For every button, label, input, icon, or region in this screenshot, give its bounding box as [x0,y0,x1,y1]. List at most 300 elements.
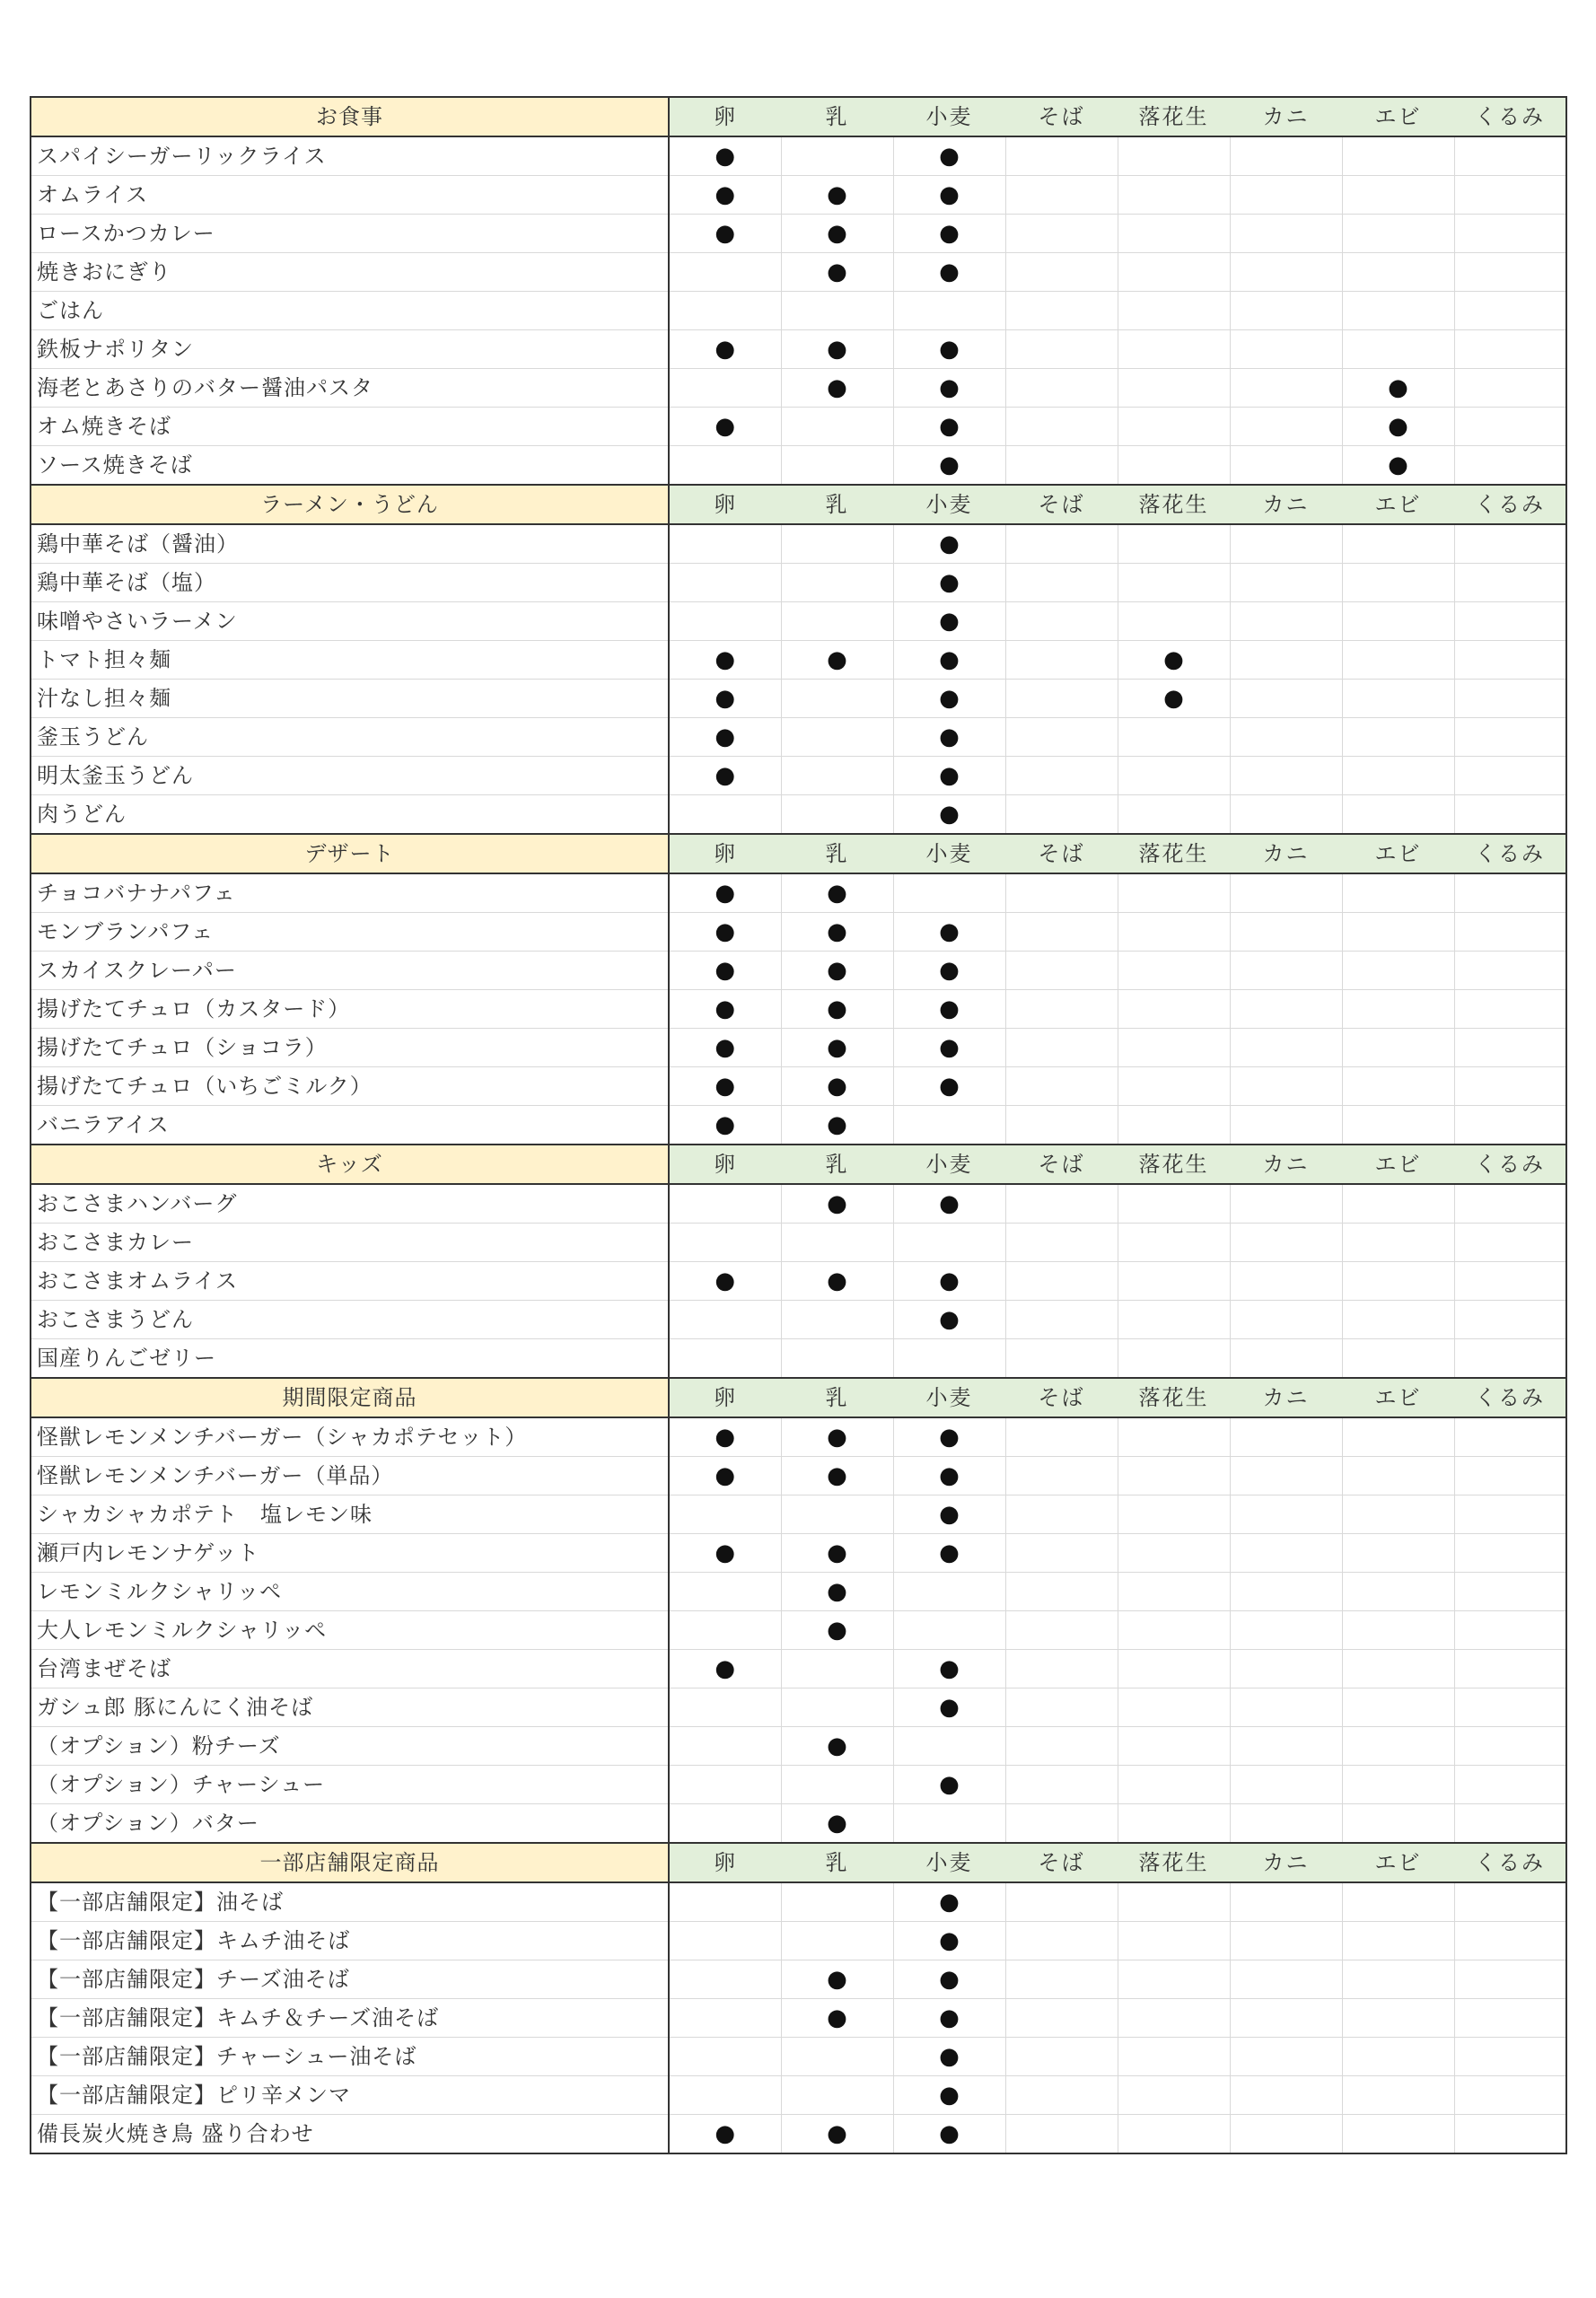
allergen-column-header: くるみ [1454,1145,1566,1184]
allergen-cell [893,1339,1005,1379]
menu-item-name: 【一部店舗限定】チーズ油そば [31,1960,669,1999]
allergen-column-header: そば [1005,97,1118,136]
allergen-cell [781,873,893,913]
allergen-cell [1342,1224,1454,1262]
allergen-cell [1118,1029,1230,1067]
allergen-cell [669,215,781,253]
table-row [31,564,1566,602]
allergen-cell [1454,680,1566,718]
allergen-cell [781,1067,893,1106]
allergen-cell [669,2038,781,2076]
allergen-cell [1118,1301,1230,1339]
allergen-column-header: 落花生 [1118,1145,1230,1184]
menu-item-name: ソース焼きそば [31,446,669,486]
allergen-column-header: くるみ [1454,485,1566,524]
allergen-cell [1005,1067,1118,1106]
section-title: ラーメン・うどん [31,485,669,524]
table-row [31,446,1566,486]
menu-item-name: ごはん [31,292,669,330]
allergen-cell [1005,641,1118,680]
allergen-cell [781,253,893,292]
table-row [31,1999,1566,2038]
allergen-cell [669,1417,781,1457]
allergen-cell [893,1224,1005,1262]
allergen-cell [781,1029,893,1067]
allergen-cell [1230,1922,1342,1960]
allergen-cell [1230,1262,1342,1301]
allergen-mark: ● [827,918,847,945]
allergen-cell [1454,990,1566,1029]
menu-item-name: 揚げたてチュロ（いちごミルク） [31,1067,669,1106]
section-title: 期間限定商品 [31,1378,669,1417]
allergen-cell [1230,1534,1342,1573]
allergen-mark: ● [715,1034,736,1061]
allergen-cell [669,1611,781,1650]
allergen-cell [1230,641,1342,680]
allergen-cell [1342,757,1454,795]
allergen-cell [1230,1224,1342,1262]
table-row [31,292,1566,330]
allergen-cell [893,524,1005,564]
table-row [31,873,1566,913]
table-row [31,1067,1566,1106]
allergen-cell [1342,1573,1454,1611]
allergen-cell [1454,1960,1566,1999]
allergen-cell [1118,1573,1230,1611]
allergen-cell [1118,1339,1230,1379]
allergen-mark: ● [939,1501,960,1528]
allergen-cell [1342,1339,1454,1379]
allergen-column-header: 卵 [669,834,781,873]
allergen-cell [781,680,893,718]
allergen-cell [1230,757,1342,795]
allergen-cell [1005,1960,1118,1999]
allergen-cell [781,1766,893,1804]
allergen-cell [669,680,781,718]
menu-item-name: （オプション）粉チーズ [31,1727,669,1766]
table-row [31,253,1566,292]
allergen-cell [1005,2038,1118,2076]
menu-item-name: 明太釜玉うどん [31,757,669,795]
allergen-cell [781,1727,893,1766]
allergen-cell [781,990,893,1029]
allergen-cell [1230,1417,1342,1457]
allergen-cell [893,2038,1005,2076]
allergen-cell [1118,2115,1230,2154]
allergen-mark: ● [715,336,736,363]
allergen-cell [1454,1495,1566,1534]
allergen-cell [893,641,1005,680]
menu-item-name: 備長炭火焼き鳥 盛り合わせ [31,2115,669,2154]
allergen-cell [1342,990,1454,1029]
allergen-cell [1342,1106,1454,1145]
allergen-cell [669,1224,781,1262]
allergen-cell [1454,1224,1566,1262]
allergen-cell [1454,136,1566,176]
allergen-cell [1342,1804,1454,1844]
allergen-column-header: エビ [1342,485,1454,524]
allergen-cell [781,602,893,641]
allergen-cell [1342,2076,1454,2115]
menu-item-name: 怪獣レモンメンチバーガー（単品） [31,1457,669,1495]
menu-item-name: 焼きおにぎり [31,253,669,292]
allergen-cell [781,524,893,564]
allergen-column-header: カニ [1230,485,1342,524]
allergen-mark: ● [827,1539,847,1566]
allergen-cell [1230,564,1342,602]
allergen-cell [1230,952,1342,990]
allergen-cell [1342,1922,1454,1960]
allergen-mark: ● [1388,452,1408,478]
allergen-cell [893,1999,1005,2038]
menu-item-name: スパイシーガーリックライス [31,136,669,176]
allergen-mark: ● [939,2004,960,2031]
allergen-cell [781,2038,893,2076]
allergen-cell [1342,1650,1454,1688]
table-row [31,369,1566,408]
allergen-cell [1454,2038,1566,2076]
menu-item-name: 瀬戸内レモンナゲット [31,1534,669,1573]
allergen-cell [893,2076,1005,2115]
allergen-cell [1005,524,1118,564]
allergen-cell [1454,873,1566,913]
allergen-cell [1342,408,1454,446]
allergen-cell [1230,1766,1342,1804]
allergen-cell [1005,369,1118,408]
menu-item-name: 【一部店舗限定】キムチ＆チーズ油そば [31,1999,669,2038]
allergen-mark: ● [715,2120,736,2147]
allergen-cell [1005,1106,1118,1145]
allergen-cell [1454,913,1566,952]
allergen-cell [1118,2038,1230,2076]
allergen-cell [893,1184,1005,1224]
allergen-cell [1230,1495,1342,1534]
allergen-cell [1005,680,1118,718]
allergen-cell [893,1301,1005,1339]
allergen-cell [1005,1029,1118,1067]
allergen-cell [1342,602,1454,641]
allergen-mark: ● [715,413,736,440]
table-row [31,795,1566,835]
allergen-cell [669,1804,781,1844]
allergen-cell [781,369,893,408]
allergen-column-header: 卵 [669,1378,781,1417]
allergen-mark: ● [827,996,847,1022]
allergen-column-header: 落花生 [1118,97,1230,136]
allergen-cell [1454,1417,1566,1457]
allergen-cell [1342,1262,1454,1301]
allergen-cell [1342,1301,1454,1339]
allergen-cell [893,446,1005,486]
allergen-mark: ● [715,1111,736,1138]
allergen-cell [1230,718,1342,757]
menu-item-name: 肉うどん [31,795,669,835]
allergen-cell [1342,176,1454,215]
allergen-cell [893,1688,1005,1727]
allergen-cell [1454,1999,1566,2038]
allergen-column-header: 小麦 [893,485,1005,524]
table-row [31,1029,1566,1067]
allergen-cell [669,1882,781,1922]
allergen-cell [781,1960,893,1999]
allergen-cell [781,641,893,680]
allergen-mark: ● [715,1655,736,1682]
menu-item-name: おこさまオムライス [31,1262,669,1301]
allergen-cell [1454,369,1566,408]
allergen-table-sheet [30,96,1566,2154]
table-row [31,1727,1566,1766]
allergen-column-header: そば [1005,1145,1118,1184]
allergen-mark: ● [827,1578,847,1605]
allergen-cell [1342,446,1454,486]
allergen-cell [1118,641,1230,680]
table-row [31,2076,1566,2115]
allergen-cell [669,1262,781,1301]
allergen-cell [781,176,893,215]
allergen-cell [669,1999,781,2038]
allergen-cell [1005,292,1118,330]
allergen-mark: ● [827,646,847,673]
allergen-cell [1118,1999,1230,2038]
allergen-cell [1342,1184,1454,1224]
table-row [31,718,1566,757]
allergen-cell [1342,1882,1454,1922]
allergen-cell [1230,680,1342,718]
menu-item-name: スカイスクレーパー [31,952,669,990]
allergen-column-header: 乳 [781,97,893,136]
allergen-cell [1005,718,1118,757]
section-header-row [31,97,1566,136]
allergen-cell [669,524,781,564]
menu-item-name: バニラアイス [31,1106,669,1145]
allergen-cell [1118,1766,1230,1804]
allergen-column-header: エビ [1342,1145,1454,1184]
allergen-mark: ● [827,1966,847,1993]
allergen-cell [893,1573,1005,1611]
allergen-cell [1118,524,1230,564]
allergen-cell [1230,1301,1342,1339]
allergen-cell [1118,1650,1230,1688]
allergen-cell [669,1922,781,1960]
allergen-cell [1342,795,1454,835]
allergen-cell [1118,176,1230,215]
allergen-mark: ● [939,1771,960,1798]
allergen-cell [1118,369,1230,408]
allergen-cell [669,2115,781,2154]
allergen-mark: ● [1388,374,1408,401]
allergen-cell [669,602,781,641]
table-row [31,757,1566,795]
allergen-mark: ● [715,1267,736,1294]
menu-item-name: 怪獣レモンメンチバーガー（シャカポテセット） [31,1417,669,1457]
allergen-cell [893,873,1005,913]
allergen-column-header: エビ [1342,1843,1454,1882]
allergen-mark: ● [715,685,736,712]
allergen-cell [1454,1804,1566,1844]
allergen-mark: ● [827,220,847,247]
table-row [31,1224,1566,1262]
allergen-mark: ● [827,1034,847,1061]
allergen-column-header: 小麦 [893,97,1005,136]
table-row [31,1534,1566,1573]
allergen-cell [1230,990,1342,1029]
allergen-cell [1005,253,1118,292]
allergen-mark: ● [939,1190,960,1217]
menu-item-name: オム焼きそば [31,408,669,446]
allergen-cell [781,215,893,253]
allergen-cell [1118,990,1230,1029]
allergen-cell [1005,1184,1118,1224]
allergen-column-header: 落花生 [1118,485,1230,524]
allergen-cell [669,1339,781,1379]
allergen-cell [893,564,1005,602]
allergen-cell [1230,1804,1342,1844]
allergen-cell [1005,1688,1118,1727]
allergen-cell [893,1922,1005,1960]
allergen-mark: ● [1163,646,1184,673]
allergen-cell [1005,1495,1118,1534]
allergen-mark: ● [939,181,960,208]
allergen-cell [893,1495,1005,1534]
allergen-cell [1454,330,1566,369]
menu-item-name: 【一部店舗限定】油そば [31,1882,669,1922]
allergen-cell [669,330,781,369]
allergen-column-header: 乳 [781,1145,893,1184]
allergen-mark: ● [715,957,736,984]
allergen-mark: ● [827,1111,847,1138]
allergen-cell [781,408,893,446]
allergen-mark: ● [939,685,960,712]
allergen-cell [669,641,781,680]
allergen-column-header: 乳 [781,1378,893,1417]
table-row [31,176,1566,215]
allergen-cell [893,176,1005,215]
allergen-mark: ● [827,2120,847,2147]
allergen-mark: ● [939,413,960,440]
allergen-cell [893,680,1005,718]
section-header-row [31,485,1566,524]
allergen-cell [893,913,1005,952]
menu-item-name: オムライス [31,176,669,215]
allergen-cell [669,1650,781,1688]
table-row [31,1766,1566,1804]
allergen-cell [669,136,781,176]
allergen-cell [781,757,893,795]
allergen-mark: ● [939,762,960,789]
allergen-cell [1230,1573,1342,1611]
allergen-cell [669,1534,781,1573]
allergen-mark: ● [939,724,960,750]
allergen-cell [781,1457,893,1495]
allergen-cell [893,1457,1005,1495]
allergen-cell [669,1029,781,1067]
allergen-cell [1005,1417,1118,1457]
allergen-cell [781,913,893,952]
allergen-column-header: くるみ [1454,1843,1566,1882]
table-row [31,1262,1566,1301]
allergen-cell [893,1804,1005,1844]
allergen-cell [893,136,1005,176]
allergen-cell [1342,1766,1454,1804]
allergen-mark: ● [939,569,960,596]
section-header-row [31,834,1566,873]
allergen-cell [893,990,1005,1029]
table-row [31,1650,1566,1688]
allergen-cell [1342,369,1454,408]
allergen-cell [1342,1417,1454,1457]
allergen-cell [1230,1067,1342,1106]
allergen-cell [1005,952,1118,990]
allergen-cell [1005,913,1118,952]
allergen-cell [1454,795,1566,835]
allergen-cell [1230,1029,1342,1067]
allergen-cell [1230,2115,1342,2154]
menu-item-name: 【一部店舗限定】ピリ辛メンマ [31,2076,669,2115]
menu-item-name: 揚げたてチュロ（ショコラ） [31,1029,669,1067]
allergen-cell [1005,2076,1118,2115]
table-row [31,215,1566,253]
section-header-row [31,1145,1566,1184]
allergen-mark: ● [939,918,960,945]
allergen-mark: ● [827,1617,847,1644]
allergen-cell [781,1534,893,1573]
allergen-cell [1454,952,1566,990]
allergen-mark: ● [715,646,736,673]
allergen-cell [669,2076,781,2115]
allergen-mark: ● [827,374,847,401]
allergen-cell [1230,913,1342,952]
allergen-cell [1118,1960,1230,1999]
allergen-cell [1230,1339,1342,1379]
allergen-cell [1005,1650,1118,1688]
allergen-cell [1118,1534,1230,1573]
menu-item-name: 大人レモンミルクシャリッペ [31,1611,669,1650]
allergen-cell [669,1067,781,1106]
menu-item-name: シャカシャカポテト 塩レモン味 [31,1495,669,1534]
allergen-cell [1454,1573,1566,1611]
allergen-cell [669,913,781,952]
allergen-cell [893,1262,1005,1301]
allergen-cell [1005,1301,1118,1339]
allergen-cell [1230,253,1342,292]
allergen-cell [1230,1106,1342,1145]
allergen-mark: ● [939,1424,960,1451]
menu-item-name: 揚げたてチュロ（カスタード） [31,990,669,1029]
allergen-mark: ● [939,608,960,635]
allergen-cell [1342,1688,1454,1727]
allergen-cell [893,408,1005,446]
allergen-cell [1118,215,1230,253]
allergen-cell [1118,330,1230,369]
allergen-cell [781,1611,893,1650]
menu-item-name: ロースかつカレー [31,215,669,253]
menu-item-name: レモンミルクシャリッペ [31,1573,669,1611]
allergen-cell [893,718,1005,757]
allergen-cell [781,2115,893,2154]
allergen-cell [893,1534,1005,1573]
menu-item-name: 海老とあさりのバター醤油パスタ [31,369,669,408]
allergen-cell [893,602,1005,641]
allergen-cell [893,292,1005,330]
allergen-cell [1118,1106,1230,1145]
allergen-cell [669,952,781,990]
menu-item-name: （オプション）チャーシュー [31,1766,669,1804]
table-row [31,2038,1566,2076]
allergen-mark: ● [939,452,960,478]
allergen-mark: ● [715,1073,736,1100]
allergen-cell [1454,1650,1566,1688]
allergen-mark: ● [939,996,960,1022]
